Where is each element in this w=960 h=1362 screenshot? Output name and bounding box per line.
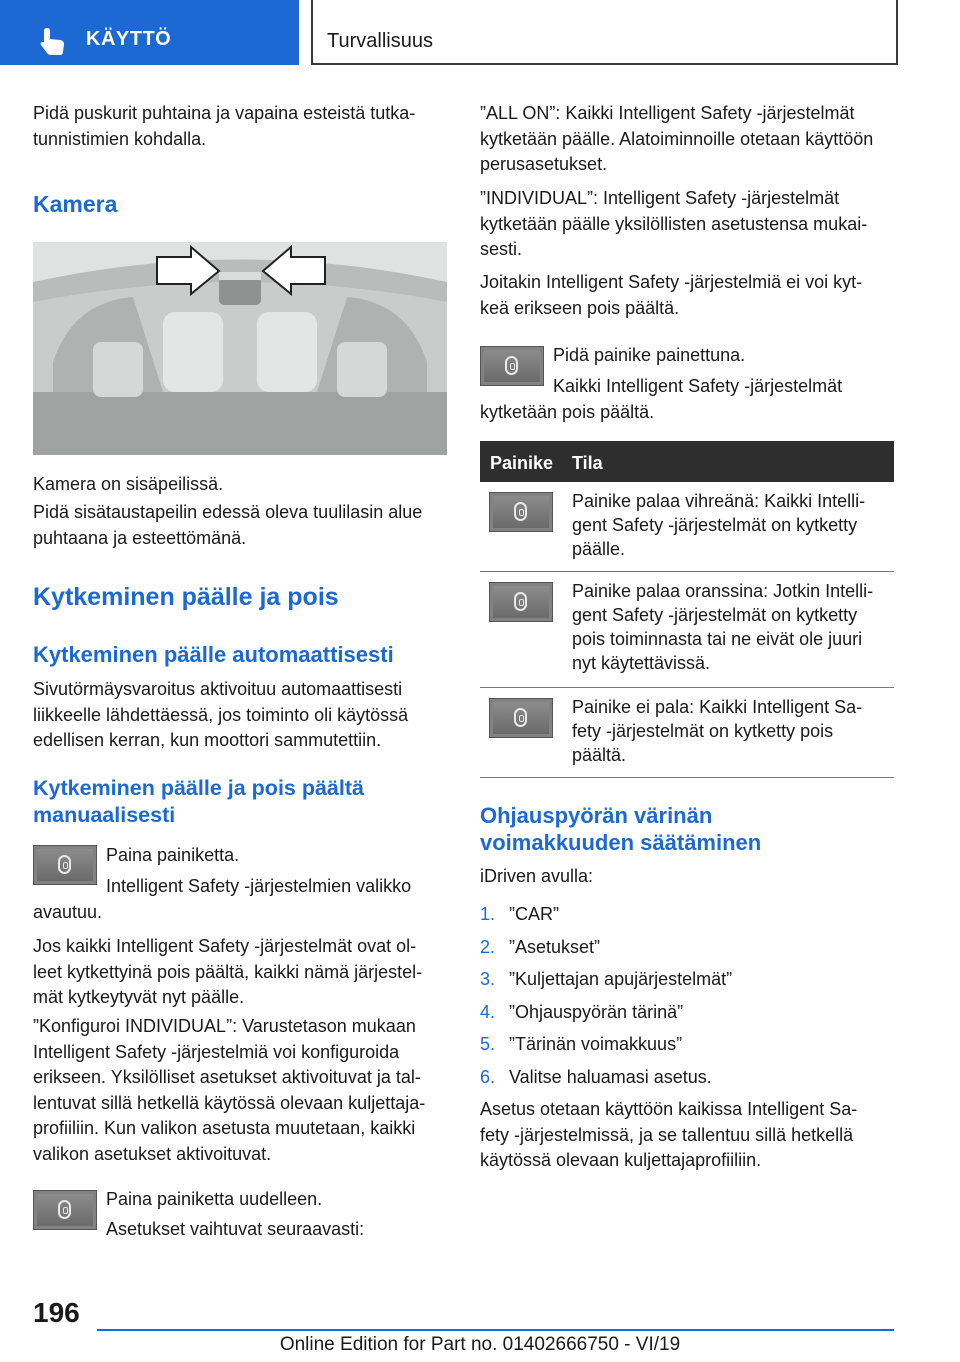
section-label: KÄYTTÖ — [86, 28, 172, 50]
text-line: nyt käytettävissä. — [572, 653, 711, 673]
text-line: voimakkuuden säätäminen — [480, 830, 762, 855]
text-line: ”Konfiguroi INDIVIDUAL”: Varustetason mukaan — [33, 1016, 416, 1036]
text-line: Ohjauspyörän värinän — [480, 803, 713, 828]
safety-button-image — [33, 1190, 97, 1230]
safety-icon — [514, 592, 527, 611]
text-line: Asetus otetaan käyttöön kaikissa Intelligent Sa- — [480, 1099, 858, 1119]
allon-paragraph — [480, 101, 895, 178]
page-number: 196 — [33, 1297, 80, 1328]
text-line: erikseen. Yksilölliset asetukset aktivoituvat ja tal- — [33, 1067, 421, 1087]
step1-text: Intelligent Safety -järjestelmien valikko — [106, 876, 412, 896]
chapter-tab[interactable] — [311, 0, 898, 65]
text-line: Pidä sisätaustapeilin edessä oleva tuulilasin alue — [33, 502, 423, 522]
text-line: gent Safety -järjestelmät on kytketty — [572, 605, 858, 625]
table-row — [480, 688, 894, 778]
hold-text: Pidä painike painettuna. — [553, 345, 746, 365]
text-line: manuaalisesti — [33, 803, 176, 827]
vibration-heading — [480, 802, 761, 856]
list-text: ”CAR” — [509, 904, 559, 924]
idrive-text: iDriven avulla: — [480, 866, 594, 886]
manual-heading — [33, 775, 364, 829]
status-table — [480, 441, 894, 778]
safety-button-image — [33, 845, 97, 885]
safety-icon — [514, 708, 527, 727]
safety-button-image — [489, 492, 553, 532]
text-line: kytketään päälle yksilöllisten asetustensa mukai- — [480, 213, 868, 234]
table-header — [480, 441, 894, 482]
table-cell — [572, 579, 873, 675]
text-line: fety -järjestelmät on kytketty pois — [572, 721, 834, 741]
list-number: 2. — [480, 937, 496, 957]
text-line: lentuvat sillä hetkellä käytössä olevaan kuljettaja- — [33, 1092, 426, 1113]
step1-text: Paina painiketta. — [106, 845, 240, 865]
text-line: Jos kaikki Intelligent Safety -järjestelmät ovat ol- — [33, 936, 417, 956]
text-line: Painike palaa vihreänä: Kaikki Intelli- — [572, 491, 866, 511]
table-cell — [572, 695, 862, 767]
edition-text: Online Edition for Part no. 01402666750 - VI/19 — [279, 1334, 681, 1355]
text-line: edellisen kerran, kun moottori sammutettiin. — [33, 730, 382, 750]
step2-text: Paina painiketta uudelleen. — [106, 1189, 323, 1209]
text-line: keä erikseen pois päältä. — [480, 297, 680, 318]
text-line: päältä. — [572, 745, 627, 765]
some-paragraph — [480, 270, 895, 321]
list-number: 3. — [480, 969, 496, 989]
text-line: Joitakin Intelligent Safety -järjestelmiä ei voi kyt- — [480, 272, 863, 292]
safety-icon — [514, 502, 527, 521]
hand-pointer-icon — [38, 26, 68, 56]
text-line: tunnistimien kohdalla. — [33, 128, 207, 149]
list-number: 1. — [480, 904, 496, 924]
camera-interior-photo — [33, 242, 447, 455]
text-line: fety -järjestelmissä, ja se tallentuu sillä hetkellä — [480, 1124, 854, 1145]
para2 — [33, 1014, 448, 1167]
text-line: ”ALL ON”: Kaikki Intelligent Safety -järjestelmät — [480, 103, 855, 123]
text-line: leet kytkettyinä pois päältä, kaikki nämä järjestel- — [33, 961, 423, 982]
list-text: ”Kuljettajan apujärjestelmät” — [509, 969, 733, 989]
text-line: kytketään päälle. Alatoiminnoille otetaan käyttöön — [480, 128, 874, 149]
column-header: Painike — [490, 453, 554, 473]
kamera-heading: Kamera — [33, 191, 118, 217]
hold-text: Kaikki Intelligent Safety -järjestelmät — [553, 376, 843, 396]
hold-text: kytketään pois päältä. — [480, 402, 655, 422]
table-row — [480, 572, 894, 688]
text-line: mät kytkeytyvät nyt päälle. — [33, 987, 245, 1007]
text-line: valikon asetukset aktivoituvat. — [33, 1143, 272, 1164]
text-line: Painike ei pala: Kaikki Intelligent Sa- — [572, 697, 863, 717]
kamera-caption1: Kamera on sisäpeilissä. — [33, 474, 224, 494]
list-number: 5. — [480, 1034, 496, 1054]
safety-icon — [58, 1200, 71, 1219]
list-text: ”Tärinän voimakkuus” — [509, 1034, 683, 1054]
main-heading: Kytkeminen päälle ja pois — [33, 583, 339, 611]
text-line: Pidä puskurit puhtaina ja vapaina esteistä tutka- — [33, 103, 416, 123]
section-tab[interactable] — [0, 0, 299, 65]
footer-divider — [97, 1329, 894, 1331]
text-line: profiiliin. Kun valikon asetusta muutetaan, kaikki — [33, 1118, 416, 1138]
list-number: 6. — [480, 1067, 496, 1087]
list-text: ”Ohjauspyörän tärinä” — [509, 1002, 684, 1022]
step2-text: Asetukset vaihtuvat seuraavasti: — [106, 1219, 365, 1239]
text-line: Kytkeminen päälle ja pois päältä — [33, 776, 364, 800]
text-line: päälle. — [572, 539, 626, 559]
column-header: Tila — [572, 453, 603, 473]
intro-paragraph — [33, 101, 443, 152]
text-line: gent Safety -järjestelmät on kytketty — [572, 515, 858, 535]
list-text: ”Asetukset” — [509, 937, 601, 957]
individual-paragraph — [480, 186, 895, 263]
kamera-caption2 — [33, 500, 443, 551]
chapter-label: Turvallisuus — [327, 30, 433, 52]
text-line: Intelligent Safety -järjestelmiä voi konfiguroida — [33, 1041, 400, 1062]
text-line: ”INDIVIDUAL”: Intelligent Safety -järjestelmät — [480, 188, 840, 208]
list-number: 4. — [480, 1002, 496, 1022]
text-line: Sivutörmäysvaroitus aktivoituu automaattisesti — [33, 679, 403, 699]
auto-paragraph — [33, 677, 443, 754]
table-cell — [572, 489, 865, 561]
safety-button-image — [489, 698, 553, 738]
safety-icon — [505, 356, 518, 375]
text-line: perusasetukset. — [480, 154, 608, 174]
text-line: käytössä olevaan kuljettajaprofiiliin. — [480, 1150, 762, 1170]
text-line: Painike palaa oranssina: Jotkin Intelli- — [572, 581, 874, 601]
text-line: pois toiminnasta tai ne eivät ole juuri — [572, 629, 863, 649]
safety-button-image — [480, 346, 544, 386]
text-line: puhtaana ja esteettömänä. — [33, 527, 247, 548]
para1 — [33, 934, 448, 1011]
text-line: liikkeelle lähdettäessä, jos toiminto oli käytössä — [33, 704, 409, 725]
table-row — [480, 482, 894, 572]
closing-paragraph — [480, 1097, 895, 1174]
list-text: Valitse haluamasi asetus. — [509, 1067, 712, 1087]
safety-button-image — [489, 582, 553, 622]
text-line: sesti. — [480, 239, 523, 259]
step1-text: avautuu. — [33, 902, 103, 922]
auto-heading: Kytkeminen päälle automaattisesti — [33, 642, 394, 667]
safety-icon — [58, 855, 71, 874]
